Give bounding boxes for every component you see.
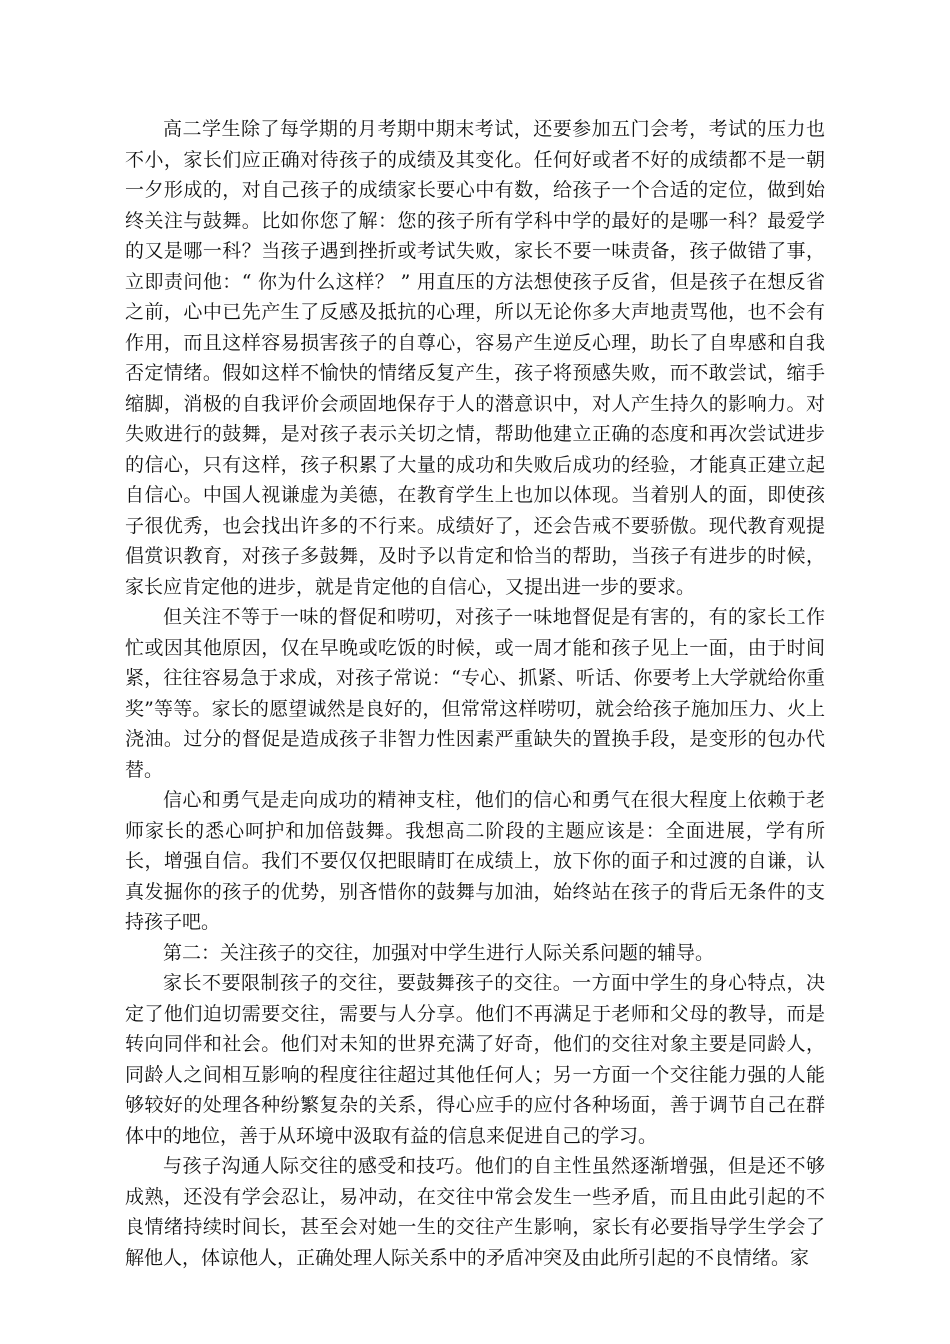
paragraph-exam-pressure: 高二学生除了每学期的月考期中期末考试，还要参加五门会考，考试的压力也不小，家长们应正确对待孩子的成绩及其变化。任何好或者不好的成绩都不是一朝一夕形成的，对自己孩子的成绩家长要心中有数，给孩子一个合适的定位，做到始终关注与鼓舞。比如你您了解：您的孩子所有学科中学的最好的是哪一科？最爱学的又是哪一科？当孩子遇到挫折或考试失败，家长不要一味责备，孩子做错了事，立即责问他：“ 你为什么这样？ ” 用直压的方法想使孩子反省，但是孩子在想反省之前，心中已先产生了反感及抵抗的心理，所以无论你多大声地责骂他，也不会有作用，而且这样容易损害孩子的自尊心，容易产生逆反心理，助长了自卑感和自我否定情绪。假如这样不愉快的情绪反复产生，孩子将预感失败，而不敢尝试，缩手缩脚，消极的自我评价会顽固地保存于人的潜意识中，对人产生持久的影响力。对失败进行的鼓舞，是对孩子表示关切之情，帮助他建立正确的态度和再次尝试进步的信心，只有这样，孩子积累了大量的成功和失败后成功的经验，才能真正建立起自信心。中国人视谦虚为美德，在教育学生上也加以体现。当着别人的面，即使孩子很优秀，也会找出许多的不行来。成绩好了，还会告戒不要骄傲。现代教育观提倡赏识教育，对孩子多鼓舞，及时予以肯定和恰当的帮助，当孩子有进步的时候，家长应肯定他的进步，就是肯定他的自信心，又提出进一步的要求。 [125,118,825,598]
paragraph-encourage-social: 家长不要限制孩子的交往，要鼓舞孩子的交往。一方面中学生的身心特点，决定了他们迫切需要交往，需要与人分享。他们不再满足于老师和父母的教导，而是转向同伴和社会。他们对未知的世界充满了好奇，他们的交往对象主要是同龄人，同龄人之间相互影响的程度往往超过其他任何人；另一方面一个交往能力强的人能够较好的处理各种纷繁复杂的关系，得心应手的应付各种场面，善于调节自己在群体中的地位，善于从环境中汲取有益的信息来促进自己的学习。 [125,972,825,1147]
document-body [125,114,825,1273]
paragraph-communication: 与孩子沟通人际交往的感受和技巧。他们的自主性虽然逐渐增强，但是还不够成熟，还没有学会忍让，易冲动，在交往中常会发生一些矛盾，而且由此引起的不良情绪持续时间长，甚至会对她一生的交往产生影响，家长有必要指导学生学会了解他人，体谅他人，正确处理人际关系中的矛盾冲突及由此所引起的不良情绪。家 [125,1155,825,1269]
paragraph-confidence: 信心和勇气是走向成功的精神支柱，他们的信心和勇气在很大程度上依赖于老师家长的悉心呵护和加倍鼓舞。我想高二阶段的主题应该是：全面进展，学有所长，增强自信。我们不要仅仅把眼睛盯在成绩上，放下你的面子和过渡的自谦，认真发掘你的孩子的优势，别吝惜你的鼓舞与加油，始终站在孩子的背后无条件的支持孩子吧。 [125,789,825,933]
paragraph-nagging: 但关注不等于一味的督促和唠叨，对孩子一味地督促是有害的，有的家长工作忙或因其他原因，仅在早晚或吃饭的时候，或一周才能和孩子见上一面，由于时间紧，往往容易急于求成，对孩子常说：“专心、抓紧、听话、你要考上大学就给你重奖”等等。家长的愿望诚然是良好的，但常常这样唠叨，就会给孩子施加压力、火上浇油。过分的督促是造成孩子非智力性因素严重缺失的置换手段，是变形的包办代替。 [125,606,825,781]
section-heading-social: 第二：关注孩子的交往，加强对中学生进行人际关系问题的辅导。 [163,941,715,964]
